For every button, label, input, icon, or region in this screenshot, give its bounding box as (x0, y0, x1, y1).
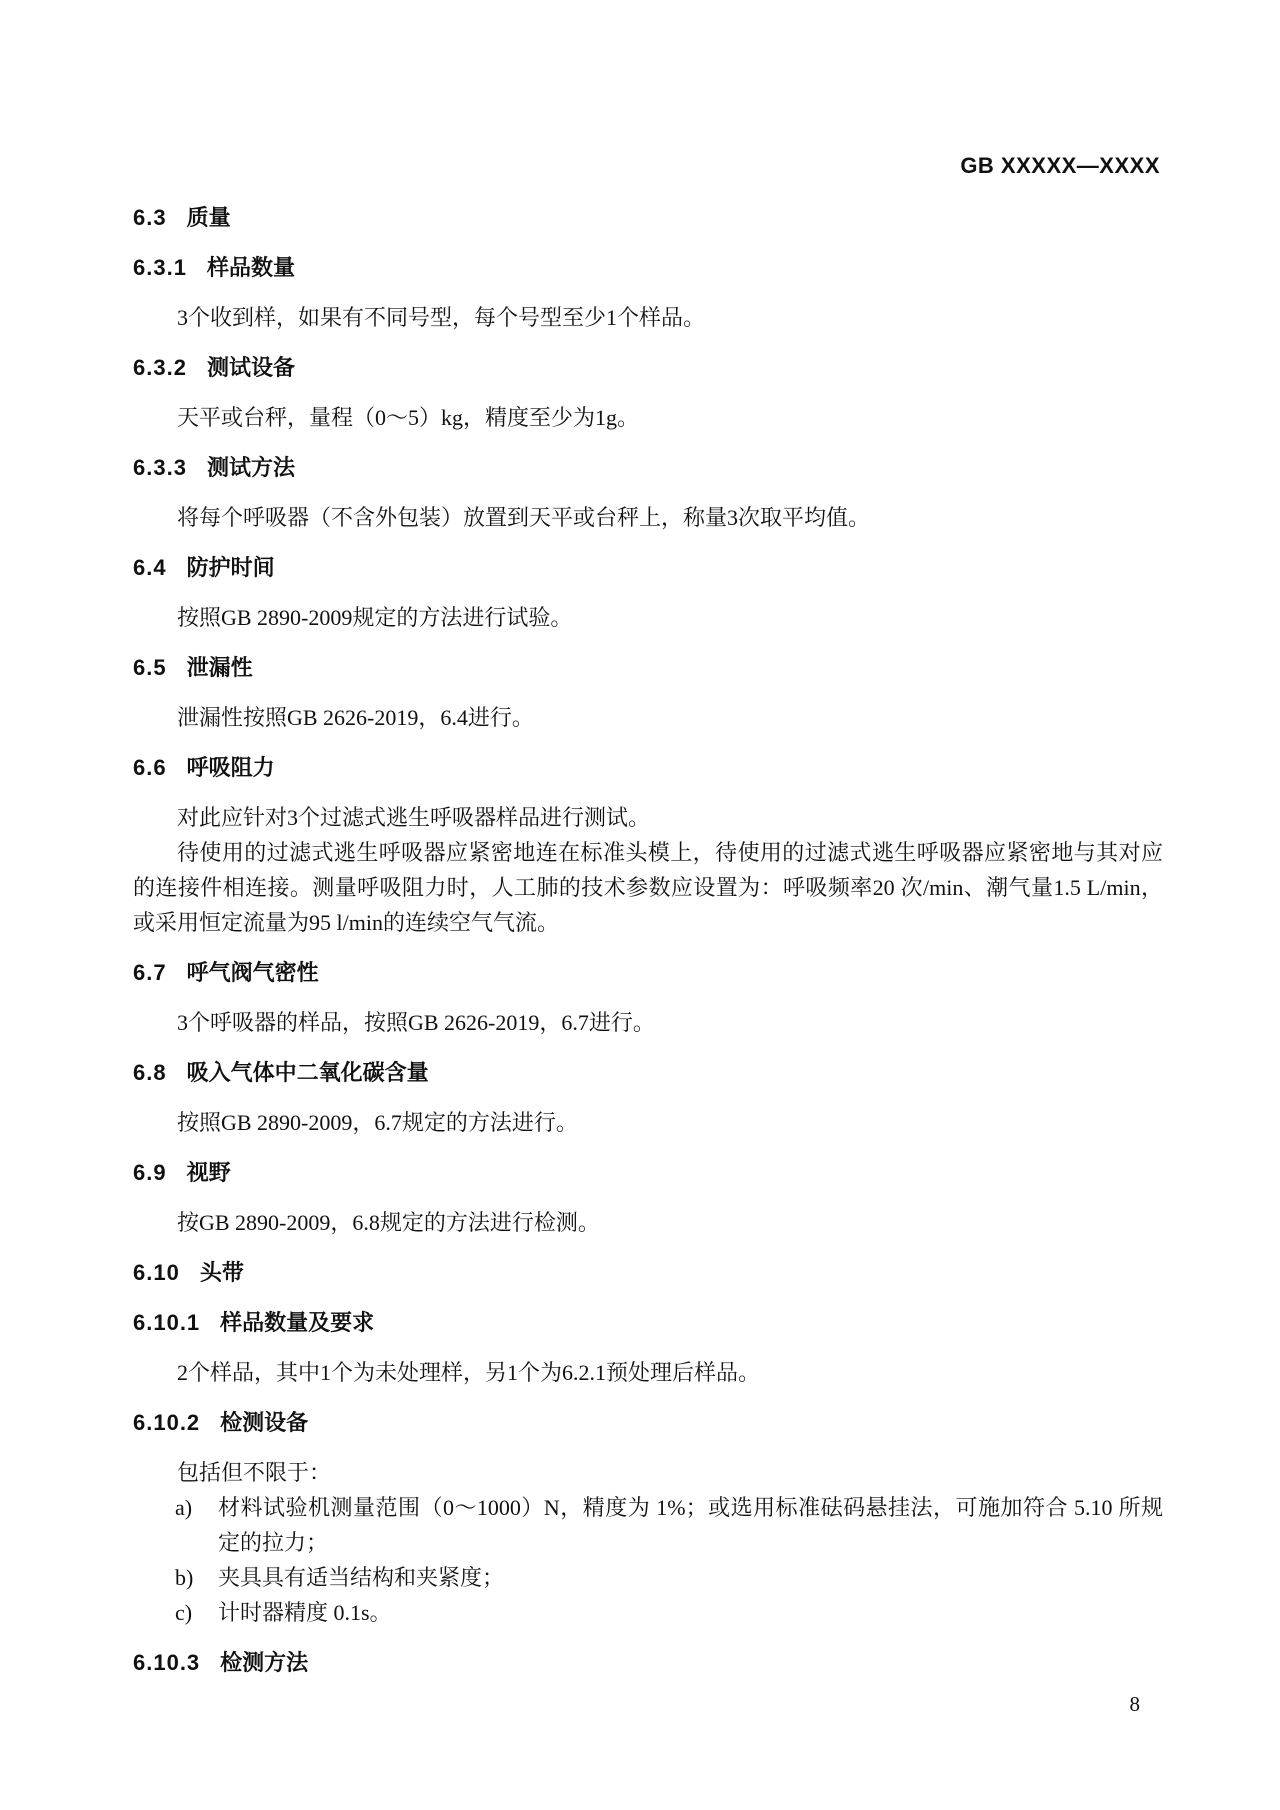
section-heading-6.8 (133, 1055, 1163, 1090)
paragraph: 待使用的过滤式逃生呼吸器应紧密地连在标准头模上，待使用的过滤式逃生呼吸器应紧密地与其对应的连接件相连接。测量呼吸阻力时，人工肺的技术参数应设置为：呼吸频率20 次/min、潮气量1.5 L/min，或采用恒定流量为95 l/min的连续空气气流。 (133, 840, 1163, 935)
section-number: 6.5 (133, 655, 167, 680)
section-number: 6.3.1 (133, 255, 187, 280)
paragraph: 对此应针对3个过滤式逃生呼吸器样品进行测试。 (177, 805, 651, 830)
paragraph: 泄漏性按照GB 2626-2019，6.4进行。 (177, 705, 534, 730)
section-title: 呼气阀气密性 (186, 960, 319, 985)
section-number: 6.3 (133, 205, 167, 230)
list-item-text: 夹具具有适当结构和夹紧度； (218, 1565, 505, 1590)
section-number: 6.3.3 (133, 455, 187, 480)
section-title: 检测设备 (220, 1410, 309, 1435)
paragraph: 将每个呼吸器（不含外包装）放置到天平或台秤上，称量3次取平均值。 (177, 505, 871, 530)
list-item-text: 材料试验机测量范围（0～1000）N，精度为 1%；或选用标准砝码悬挂法，可施加符合 5.10 所规定的拉力； (218, 1495, 1163, 1555)
section-title: 防护时间 (186, 555, 275, 580)
list-marker: c) (175, 1600, 193, 1625)
paragraph: 按照GB 2890-2009规定的方法进行试验。 (177, 605, 573, 630)
section-title: 泄漏性 (186, 655, 253, 680)
paragraph: 包括但不限于： (177, 1460, 332, 1485)
section-title: 样品数量及要求 (220, 1310, 375, 1335)
section-number: 6.3.2 (133, 355, 187, 380)
section-heading-6.10 (133, 1255, 1163, 1290)
section-heading-6.7 (133, 955, 1163, 990)
section-heading-6.3.1 (133, 250, 1163, 285)
section-number: 6.9 (133, 1160, 167, 1185)
section-heading-6.3 (133, 200, 1163, 235)
section-title: 样品数量 (206, 255, 295, 280)
section-title: 视野 (186, 1160, 231, 1185)
ordered-list (133, 1490, 1163, 1630)
section-number: 6.8 (133, 1060, 167, 1085)
section-title: 吸入气体中二氧化碳含量 (186, 1060, 429, 1085)
running-header: GB XXXXX—XXXX (960, 153, 1160, 178)
section-heading-6.5 (133, 650, 1163, 685)
paragraph: 2个样品，其中1个为未处理样，另1个为6.2.1预处理后样品。 (177, 1360, 761, 1385)
section-title: 测试设备 (206, 355, 295, 380)
list-item-text: 计时器精度 0.1s。 (218, 1600, 392, 1625)
section-title: 测试方法 (206, 455, 295, 480)
list-item (133, 1595, 1163, 1630)
section-heading-6.3.3 (133, 450, 1163, 485)
section-heading-6.3.2 (133, 350, 1163, 385)
section-number: 6.10.2 (133, 1410, 201, 1435)
section-heading-6.10.3 (133, 1645, 1163, 1680)
section-number: 6.6 (133, 755, 167, 780)
section-number: 6.10 (133, 1260, 180, 1285)
section-heading-6.4 (133, 550, 1163, 585)
section-heading-6.9 (133, 1155, 1163, 1190)
paragraph: 天平或台秤，量程（0～5）kg，精度至少为1g。 (177, 405, 640, 430)
section-title: 质量 (186, 205, 231, 230)
list-item (133, 1560, 1163, 1595)
section-heading-6.6 (133, 750, 1163, 785)
list-marker: a) (175, 1495, 193, 1520)
list-item (133, 1490, 1163, 1560)
section-number: 6.4 (133, 555, 167, 580)
list-marker: b) (175, 1565, 194, 1590)
paragraph: 按照GB 2890-2009，6.7规定的方法进行。 (177, 1110, 578, 1135)
section-heading-6.10.2 (133, 1405, 1163, 1440)
page-number: 8 (1129, 1692, 1140, 1716)
section-title: 检测方法 (220, 1650, 309, 1675)
paragraph: 按GB 2890-2009，6.8规定的方法进行检测。 (177, 1210, 600, 1235)
section-number: 6.7 (133, 960, 167, 985)
section-heading-6.10.1 (133, 1305, 1163, 1340)
section-title: 呼吸阻力 (186, 755, 275, 780)
paragraph: 3个呼吸器的样品，按照GB 2626-2019，6.7进行。 (177, 1010, 655, 1035)
section-title: 头带 (199, 1260, 244, 1285)
paragraph: 3个收到样，如果有不同号型，每个号型至少1个样品。 (177, 305, 706, 330)
section-number: 6.10.3 (133, 1650, 201, 1675)
section-number: 6.10.1 (133, 1310, 201, 1335)
